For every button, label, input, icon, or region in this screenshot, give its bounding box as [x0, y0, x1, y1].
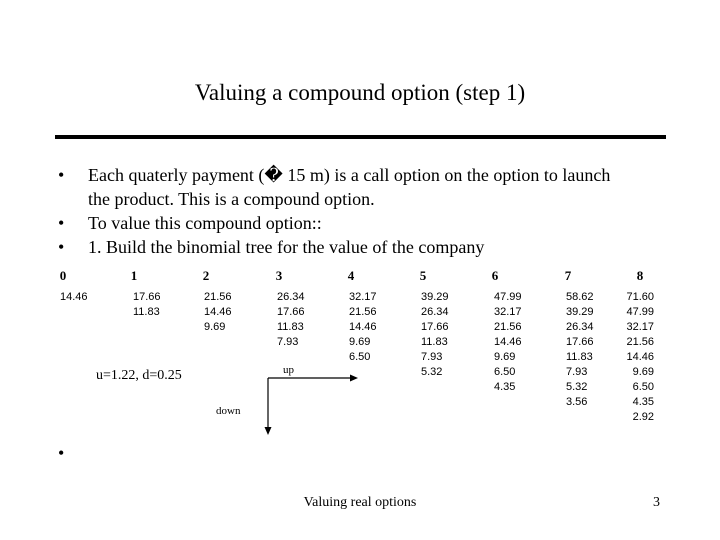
tree-node-value: 6.50 [494, 366, 516, 378]
tree-parameters: u=1.22, d=0.25 [96, 368, 182, 383]
tree-node-value: 47.99 [494, 291, 522, 303]
tree-node-value: 17.66 [421, 321, 449, 333]
bullet-line: To value this compound option:: [88, 213, 322, 233]
page-number: 3 [653, 495, 660, 510]
tree-node-value: 3.56 [566, 396, 588, 408]
up-arrow [268, 375, 358, 382]
up-axis-label: up [283, 364, 294, 376]
bullet-line: the product. This is a compound option. [88, 189, 375, 209]
tree-column-header: 0 [59, 268, 67, 283]
tree-node-value: 26.34 [277, 291, 305, 303]
tree-node-value: 14.46 [494, 336, 522, 348]
tree-node-value: 6.50 [632, 381, 654, 393]
tree-node-value: 7.93 [277, 336, 299, 348]
tree-node-value: 39.29 [566, 306, 594, 318]
slide-title: Valuing a compound option (step 1) [194, 80, 526, 105]
tree-node-value: 14.46 [626, 351, 654, 363]
tree-node-value: 7.93 [566, 366, 588, 378]
tree-node-value: 14.46 [204, 306, 232, 318]
tree-node-value: 9.69 [204, 321, 226, 333]
tree-node-value: 11.83 [566, 351, 593, 363]
bullet-marker: • [58, 213, 65, 233]
tree-column-header: 7 [564, 268, 572, 283]
tree-node-value: 17.66 [277, 306, 305, 318]
tree-node-value: 71.60 [626, 291, 654, 303]
bullet-line: 1. Build the binomial tree for the value of the company [88, 237, 485, 257]
bullet-line: Each quaterly payment (� 15 m) is a call option on the option to launch [88, 165, 611, 185]
tree-column-header: 1 [130, 268, 138, 283]
tree-node-value: 21.56 [349, 306, 377, 318]
tree-node-value: 32.17 [626, 321, 654, 333]
slide-footer: Valuing real options [303, 495, 417, 510]
tree-node-value: 32.17 [349, 291, 377, 303]
tree-node-value: 21.56 [494, 321, 522, 333]
tree-node-value: 14.46 [60, 291, 88, 303]
tree-node-value: 7.93 [421, 351, 443, 363]
tree-column-header: 5 [419, 268, 427, 283]
bullet-marker: • [58, 165, 65, 185]
tree-node-value: 11.83 [421, 336, 448, 348]
tree-node-value: 5.32 [421, 366, 443, 378]
tree-column-header: 3 [275, 268, 283, 283]
down-arrow [265, 378, 272, 435]
tree-node-value: 9.69 [349, 336, 371, 348]
tree-node-value: 21.56 [204, 291, 232, 303]
tree-node-value: 47.99 [626, 306, 654, 318]
tree-node-value: 4.35 [632, 396, 654, 408]
tree-node-value: 9.69 [632, 366, 654, 378]
tree-node-value: 11.83 [133, 306, 160, 318]
tree-node-value: 17.66 [133, 291, 161, 303]
tree-node-value: 9.69 [494, 351, 516, 363]
down-axis-label: down [216, 405, 241, 417]
tree-column-header: 6 [491, 268, 499, 283]
tree-node-value: 6.50 [349, 351, 371, 363]
tree-node-value: 2.92 [632, 411, 654, 423]
tree-column-header: 2 [202, 268, 210, 283]
tree-node-value: 26.34 [566, 321, 594, 333]
tree-node-value: 32.17 [494, 306, 522, 318]
tree-node-value: 4.35 [494, 381, 516, 393]
tree-node-value: 39.29 [421, 291, 449, 303]
tree-node-value: 17.66 [566, 336, 594, 348]
tree-column-header: 8 [636, 268, 644, 283]
tree-node-value: 14.46 [349, 321, 377, 333]
tree-node-value: 11.83 [277, 321, 304, 333]
tree-node-value: 26.34 [421, 306, 449, 318]
empty-bullet-marker: • [58, 443, 65, 463]
bullet-marker: • [58, 237, 65, 257]
tree-node-value: 58.62 [566, 291, 594, 303]
tree-node-value: 5.32 [566, 381, 588, 393]
tree-column-header: 4 [347, 268, 355, 283]
tree-node-value: 21.56 [626, 336, 654, 348]
